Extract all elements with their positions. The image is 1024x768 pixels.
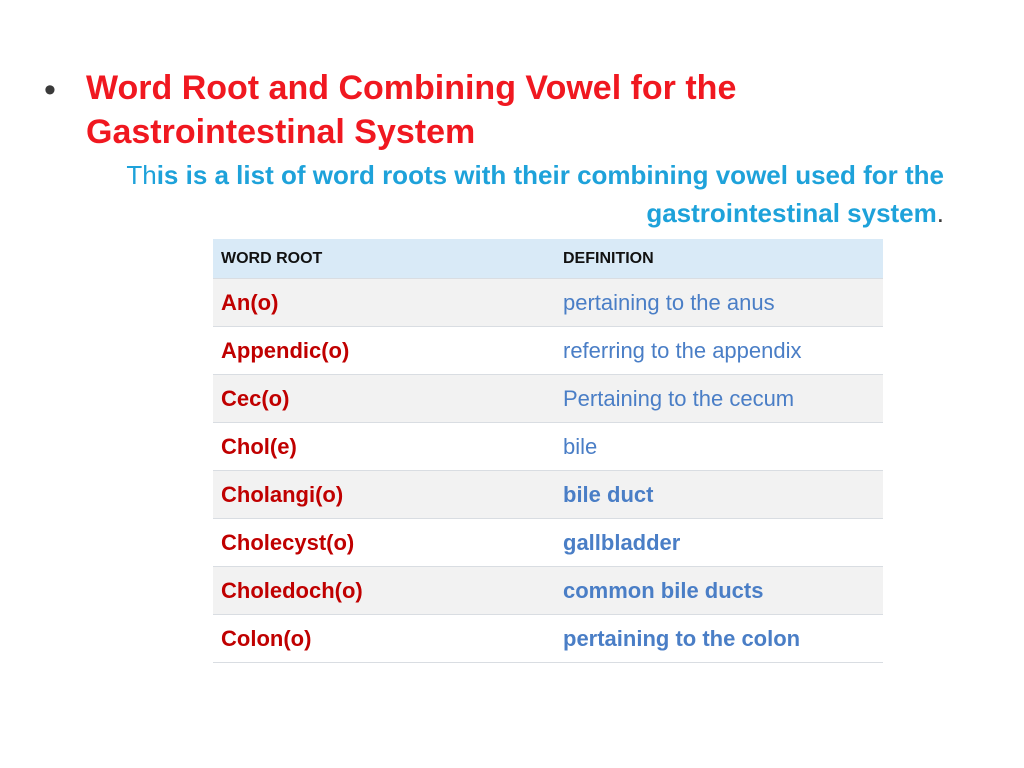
table-row [213,327,883,375]
title-block [44,66,944,154]
table-row [213,423,883,471]
table-row [213,567,883,615]
table-row [213,375,883,423]
definition-cell: pertaining to the anus [555,279,883,327]
table-row [213,279,883,327]
table-header-row [213,239,883,279]
definition-cell: pertaining to the colon [555,615,883,663]
table-row [213,471,883,519]
subtitle-text: is is a list of word roots with their combining vowel used for the gastrointestinal system [156,160,944,228]
definition-cell: common bile ducts [555,567,883,615]
word-root-cell: Cec(o) [213,375,555,423]
slide-title: Word Root and Combining Vowel for the Gastrointestinal System [86,69,737,151]
bullet-icon: • [44,71,56,109]
word-root-table [213,239,883,663]
word-root-cell: Chol(e) [213,423,555,471]
table-body [213,279,883,663]
table-row [213,519,883,567]
header-definition: DEFINITION [555,239,883,279]
word-root-cell: An(o) [213,279,555,327]
subtitle-prefix: Th [126,160,157,190]
word-root-cell: Choledoch(o) [213,567,555,615]
definition-cell: gallbladder [555,519,883,567]
definition-cell: referring to the appendix [555,327,883,375]
definition-cell: bile duct [555,471,883,519]
header-word-root: WORD ROOT [213,239,555,279]
word-root-cell: Cholangi(o) [213,471,555,519]
word-root-cell: Appendic(o) [213,327,555,375]
table-row [213,615,883,663]
word-root-cell: Cholecyst(o) [213,519,555,567]
word-root-cell: Colon(o) [213,615,555,663]
definition-cell: bile [555,423,883,471]
subtitle-period: . [936,198,944,228]
slide-subtitle [8,156,944,232]
definition-cell: Pertaining to the cecum [555,375,883,423]
